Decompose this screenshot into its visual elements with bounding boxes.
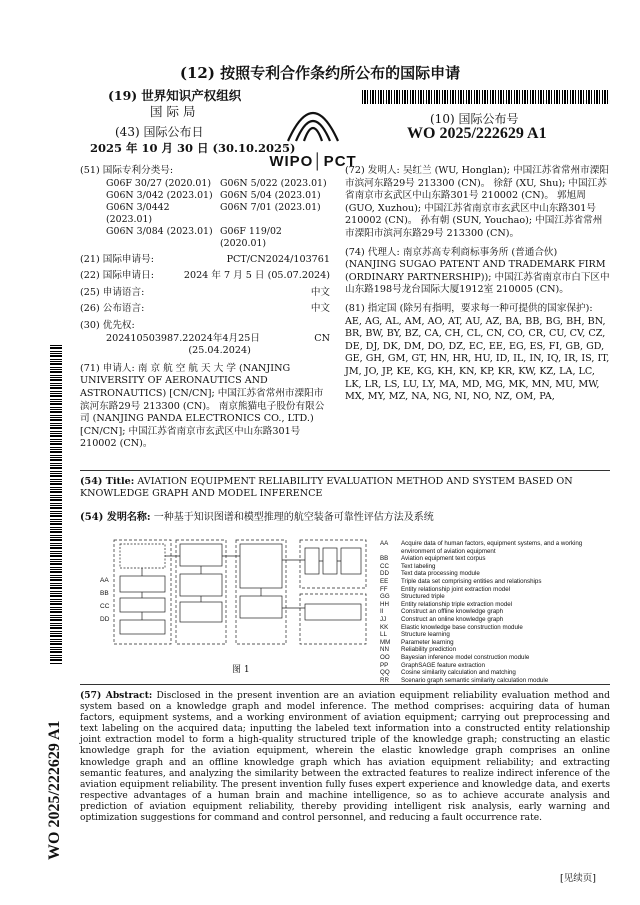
title-zh-text: 一种基于知识图谱和模型推理的航空装备可靠性评估方法及系统 <box>153 512 434 523</box>
barcode-side <box>50 345 62 665</box>
pub-lang: 中文 <box>310 303 330 315</box>
ipc-item: G06N 5/022 (2023.01) <box>220 177 327 189</box>
figure <box>100 538 380 658</box>
agent-label: (74) 代理人: <box>345 246 400 258</box>
ipc-label: (51) 国际专利分类号: <box>80 165 174 176</box>
legend-item: II Construct an offline knowledge graph <box>380 608 504 616</box>
side-pub-no <box>46 680 66 860</box>
ipc-item: G06F 30/27 (2020.01) <box>106 177 211 189</box>
pub-date-label: (43) 国际公布日 <box>115 125 204 139</box>
org-name: 世界知识产权组织 <box>141 88 242 103</box>
figure-legend <box>380 540 610 684</box>
title-en-label: (54) Title: <box>80 476 135 487</box>
inventor-label: (72) 发明人: <box>345 165 400 176</box>
pub-lang-row <box>80 303 330 316</box>
pub-lang-label: (26) 公布语言: <box>80 303 145 315</box>
figure-caption: 图 1 <box>232 665 250 675</box>
priority-cc: CN <box>314 332 330 344</box>
wipo-emblem-icon <box>258 95 368 147</box>
legend-item: BB Aviation equipment text corpus <box>380 555 486 563</box>
abstract <box>80 690 610 824</box>
left-column <box>80 165 330 451</box>
row-label: CC <box>100 603 110 610</box>
legend-item: JJ Construct an online knowledge graph <box>380 615 504 623</box>
app-no-row <box>80 254 330 267</box>
legend-item: LL Structure learning <box>380 631 450 639</box>
divider <box>80 684 610 685</box>
legend-item: AA Acquire data of human factors, equipment systems, and a working environment of aviation equipment <box>380 540 583 555</box>
pub-no-label: (10) 国际公布号 <box>430 112 519 126</box>
barcode-top <box>362 90 610 104</box>
legend-item: EE Triple data set comprising entities and relationships <box>380 577 542 585</box>
priority-label: (30) 优先权: <box>80 319 135 331</box>
divider <box>80 470 610 471</box>
title-en <box>80 476 610 500</box>
agent-text: 南京苏高专利商标事务所 (普通合伙) (NANJING SUGAO PATENT AND TRADEMARK FIRM (ORDINARY PARTNERSHIP)); 中国江苏省南京市白下区中山东路198号龙台国际大厦1912室 210005 (CN)。 <box>345 246 610 296</box>
figure-diagram <box>100 538 380 658</box>
priority-row <box>80 333 330 358</box>
legend-item: DD Text data processing module <box>380 570 480 578</box>
pub-date: 2025 年 10 月 30 日 (30.10.2025) <box>90 141 296 155</box>
legend-item: MM Parameter learning <box>380 638 454 646</box>
continued-note: [见续页] <box>560 873 596 884</box>
right-column <box>345 165 610 404</box>
legend-item: HH Entity relationship triple extraction model <box>380 600 513 608</box>
title-zh-label: (54) 发明名称: <box>80 512 151 523</box>
applicant-label: (71) 申请人: <box>80 362 135 374</box>
org-code: (19) <box>108 88 138 103</box>
abstract-label: (57) Abstract: <box>80 690 153 701</box>
side-pub-no-text: WO 2025/222629 A1 <box>46 720 63 860</box>
states-label: (81) 指定国 <box>345 302 397 314</box>
ipc-item: G06N 7/01 (2023.01) <box>220 201 321 213</box>
row-label: DD <box>100 616 110 623</box>
inventor-text: 吴红兰 (WU, Honglan); 中国江苏省常州市溧阳市滨河东路29号 213300 (CN)。 徐舒 (XU, Shu); 中国江苏省南京市玄武区中山东路301号 210002 (CN)。 郭旭周 (GUO, Xuzhou); 中国江苏省南京市玄武区中山东路301号 210002 (CN)。 孙有朝 (SUN, Youchao); 中国江苏省常州市溧阳市滨河东路29号 213300 (CN)。 <box>345 165 609 239</box>
app-no-label: (21) 国际申请号: <box>80 253 154 265</box>
priority-no: 202410503987.2 <box>106 332 189 344</box>
office-block <box>108 88 241 120</box>
row-label: AA <box>100 577 109 584</box>
org-bureau: 国 际 局 <box>150 104 196 119</box>
wipo-logo <box>258 95 368 170</box>
filing-lang-row <box>80 287 330 300</box>
legend-item: OO Bayesian inference model construction module <box>380 653 530 661</box>
states-block <box>345 303 610 404</box>
ipc-item: G06N 5/04 (2023.01) <box>220 189 321 201</box>
legend-item: RR Scenario graph semantic similarity calculation module <box>380 676 549 684</box>
figure-row-labels <box>100 574 109 626</box>
app-date: 2024 年 7 月 5 日 (05.07.2024) <box>183 270 330 282</box>
legend-item: NN Reliability prediction <box>380 646 457 654</box>
legend-item: CC Text labeling <box>380 562 436 570</box>
app-date-row <box>80 270 330 283</box>
title-zh <box>80 508 610 523</box>
pub-no: WO 2025/222629 A1 <box>407 125 547 142</box>
ipc-item: G06F 119/02 (2020.01) <box>220 225 282 249</box>
inventor-block <box>345 165 610 241</box>
ipc-item: G06N 3/084 (2023.01) <box>106 225 213 237</box>
ipc-list <box>80 178 330 250</box>
legend-item: FF Entity relationship joint extraction model <box>380 585 511 593</box>
legend-item: QQ Cosine similarity calculation and matching <box>380 669 516 677</box>
priority-date: 2024年4月25日 (25.04.2024) <box>188 332 260 357</box>
title-en-text: AVIATION EQUIPMENT RELIABILITY EVALUATION METHOD AND SYSTEM BASED ON KNOWLEDGE GRAPH AND MODEL INFERENCE <box>80 476 573 499</box>
app-date-label: (22) 国际申请日: <box>80 270 154 282</box>
logo-text: WIPO│PCT <box>269 153 357 170</box>
filing-lang-label: (25) 申请语言: <box>80 286 145 298</box>
applicant-text: 南 京 航 空 航 天 大 学 (NANJING UNIVERSITY OF AERONAUTICS AND ASTRONAUTICS) [CN/CN]; 中国江苏省常州市溧阳市滨河东路29号 213300 (CN)。 南京熊猫电子股份有限公司 (NANJING PANDA ELECTRONICS CO., LTD.) [CN/CN]; 中国江苏省南京市玄武区中山东路301号 210002 (CN)。 <box>80 362 325 450</box>
legend-item: PP GraphSAGE feature extraction <box>380 661 485 669</box>
applicant-block <box>80 363 330 451</box>
legend-item: GG Structured triple <box>380 593 445 601</box>
filing-lang: 中文 <box>310 286 330 298</box>
legend-item: KK Elastic knowledge base construction module <box>380 623 523 631</box>
app-no: PCT/CN2024/103761 <box>226 253 330 265</box>
ipc-item: G06N 3/042 (2023.01) <box>106 189 213 201</box>
states-text: (除另有指明，要求每一种可提供的国家保护): AE, AG, AL, AM, AO, AT, AU, AZ, BA, BB, BG, BH, BN, BR, BW, BY, BZ, CA, CH, CL, CN, CO, CR, CU, CV, CZ, DE, DJ, DK, DM, DO, DZ, EC, EE, EG, ES, FI, GB, GD, GE, GH, GM, GT, HN, HR, HU, ID, IL, IN, IQ, IR, IS, IT, JM, JO, JP, KE, KG, KH, KN, KP, KR, KW, KZ, LA, LC, LK, LR, LS, LU, LY, MA, MD, MG, MK, MN, MU, MW, MX, MY, MZ, NA, NG, NI, NO, NZ, OM, PA, <box>345 302 610 403</box>
row-label: BB <box>100 590 109 597</box>
document-title: (12) 按照专利合作条约所公布的国际申请 <box>179 64 461 82</box>
ipc-item: G06N 3/0442 (2023.01) <box>106 201 170 225</box>
abstract-text: Disclosed in the present invention are an aviation equipment reliability evaluation method and system based on a knowledge graph and model inference. The method comprises: acquiring data of human factors, equipment systems, and a working environment of aviation equipment; carrying out preprocessing and text labeling on the acquired data; inputting the labeled text information into a constructed entity relationship joint extraction model to form a high-quality structured triple of the knowledge graph; constructing an elastic knowledge graph for the aviation equipment, wherein the elastic knowledge graph comprises an online knowledge graph and an offline knowledge graph which has aviation equipment reliability; and extracting semantic features, and analyzing the similarity between the extracted features to realize indirect inference of the aviation equipment reliability. The present invention fully fuses expert experience and knowledge data, and exerts respective advantages of a human brain and machine intelligence, so as to achieve accurate analysis and prediction of aviation equipment reliability, thereby providing intelligent risk analysis, early warning and optimization suggestions for command and control personnel, and reducing a fault occurrence rate. <box>80 691 610 824</box>
agent-block <box>345 247 610 297</box>
